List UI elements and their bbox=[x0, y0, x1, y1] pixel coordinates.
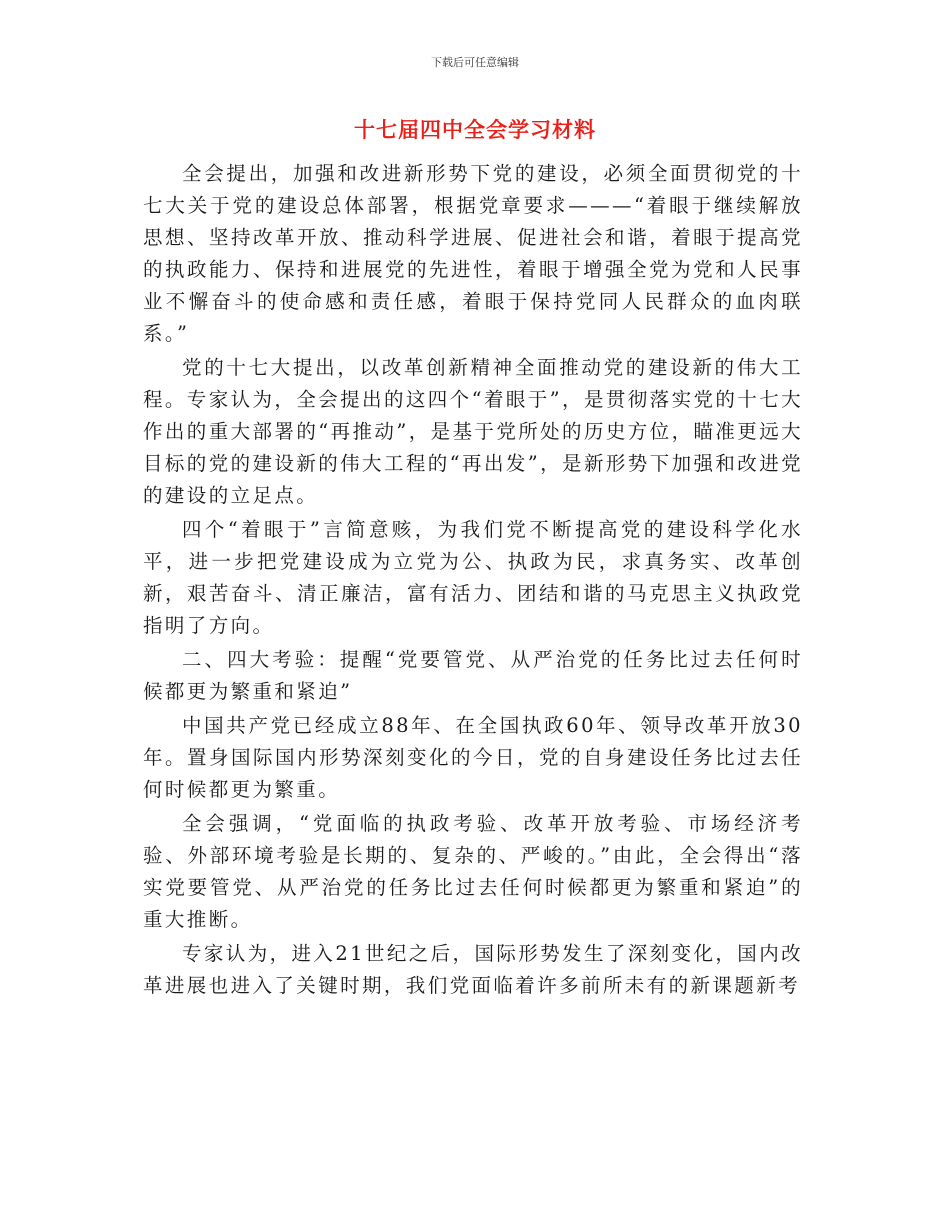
paragraph-3: 四个“着眼于”言简意赅，为我们党不断提高党的建设科学化水平，进一步把党建设成为立党为公、执政为民，求真务实、改革创新，艰苦奋斗、清正廉洁，富有活力、团结和谐的马克思主义执政党指明了方向。 bbox=[143, 518, 803, 637]
document-body bbox=[143, 158, 803, 1004]
paragraph-6: 专家认为，进入21世纪之后，国际形势发生了深刻变化，国内改革进展也进入了关键时期，我们党面临着许多前所未有的新课题新考 bbox=[143, 942, 803, 997]
paragraph-2: 党的十七大提出，以改革创新精神全面推动党的建设新的伟大工程。专家认为，全会提出的这四个“着眼于”，是贯彻落实党的十七大作出的重大部署的“再推动”，是基于党所处的历史方位，瞄准更远大目标的党的建设新的伟大工程的“再出发”，是新形势下加强和改进党的建设的立足点。 bbox=[143, 356, 803, 507]
paragraph-5: 全会强调，“党面临的执政考验、改革开放考验、市场经济考验、外部环境考验是长期的、复杂的、严峻的。”由此，全会得出“落实党要管党、从严治党的任务比过去任何时候都更为繁重和紧迫”的重大推断。 bbox=[143, 812, 803, 931]
paragraph-4: 中国共产党已经成立88年、在全国执政60年、领导改革开放30年。置身国际国内形势深刻变化的今日，党的自身建设任务比过去任何时候都更为繁重。 bbox=[143, 714, 803, 801]
section-heading-2: 二、四大考验：提醒“党要管党、从严治党的任务比过去任何时候都更为繁重和紧迫” bbox=[143, 648, 803, 703]
page-header-note: 下载后可任意编辑 bbox=[431, 56, 519, 69]
paragraph-1: 全会提出，加强和改进新形势下党的建设，必须全面贯彻党的十七大关于党的建设总体部署，根据党章要求———“着眼于继续解放思想、坚持改革开放、推动科学进展、促进社会和谐，着眼于提高党的执政能力、保持和进展党的先进性，着眼于增强全党为党和人民事业不懈奋斗的使命感和责任感，着眼于保持党同人民群众的血肉联系。” bbox=[143, 162, 803, 345]
document-title: 十七届四中全会学习材料 bbox=[354, 118, 596, 142]
